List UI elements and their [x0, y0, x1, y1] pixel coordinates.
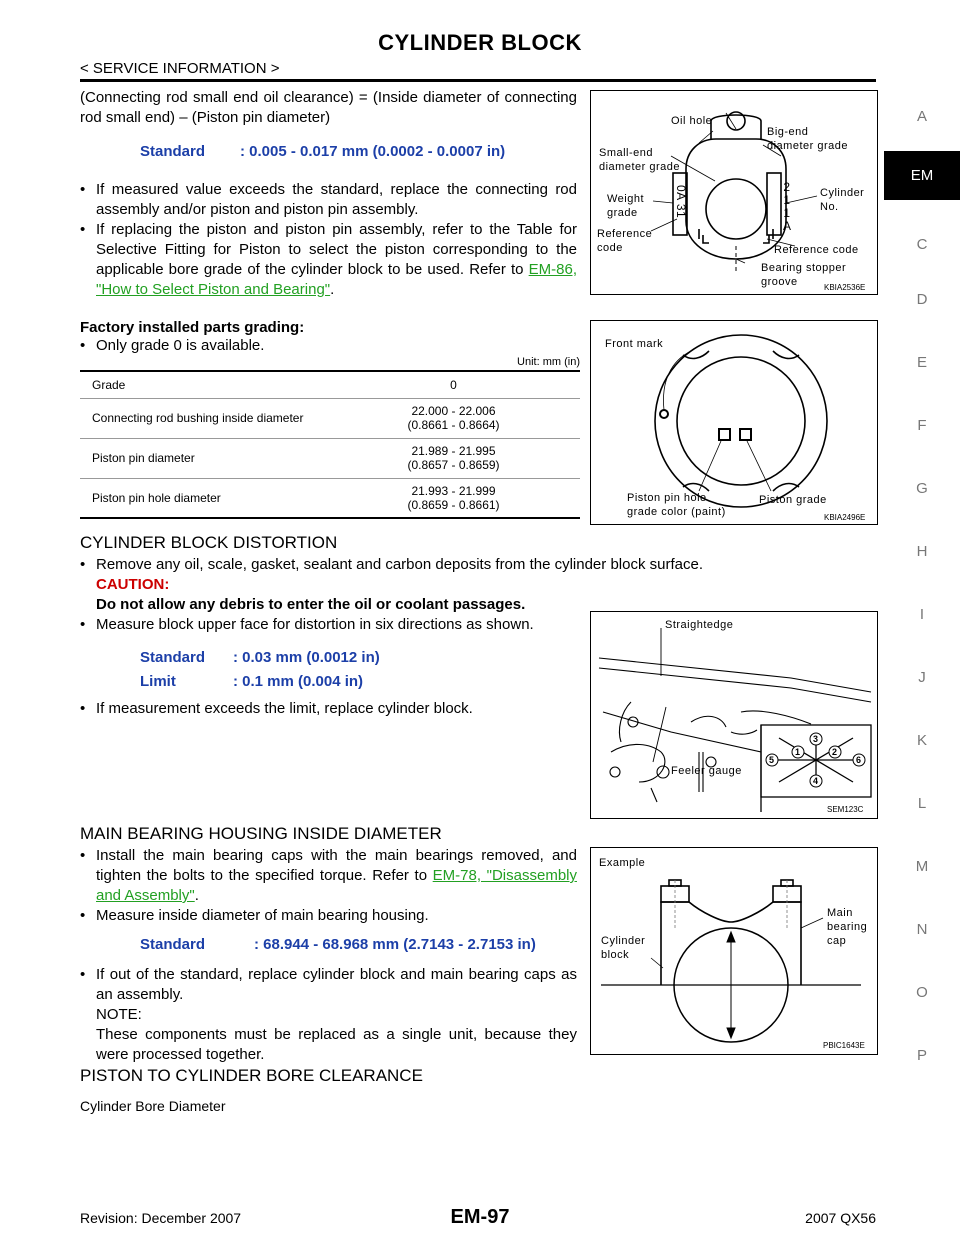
section-tab-l[interactable]: L — [917, 795, 927, 812]
point-5: 5 — [769, 755, 775, 765]
standard-value: : 0.03 mm (0.0012 in) — [233, 649, 380, 666]
caution-label: CAUTION: — [96, 576, 170, 593]
list-item: • Measure inside diameter of main bearing housing. — [80, 907, 429, 924]
label-reference-code-2: Reference code — [774, 244, 859, 256]
label-feeler-gauge: Feeler gauge — [671, 765, 742, 777]
label-main-bearing-cap: Main bearing cap — [827, 907, 868, 947]
housing-bullets-2 — [80, 965, 577, 1065]
section-tab-h[interactable]: H — [916, 543, 928, 560]
factory-heading: Factory installed parts grading: — [80, 319, 305, 336]
list-item: • If out of the standard, replace cylinder block and main bearing caps as an assembly. — [80, 966, 577, 1003]
rod-mark-left: 0A 31 — [674, 185, 688, 219]
standard-label: Standard — [140, 936, 206, 953]
point-2: 2 — [832, 747, 838, 757]
footer-model: 2007 QX56 — [805, 1210, 876, 1226]
page-number: EM-97 — [450, 1206, 510, 1228]
figure-id: PBIC1643E — [823, 1041, 865, 1050]
bore-heading: PISTON TO CYLINDER BORE CLEARANCE — [80, 1066, 423, 1085]
section-tab-em[interactable]: EM — [884, 151, 960, 200]
figure-id: SEM123C — [827, 805, 864, 814]
list-item: • Measure block upper face for distortion in six directions as shown. — [80, 616, 534, 633]
section-tab-o[interactable]: O — [916, 984, 928, 1001]
note-label: NOTE: — [96, 1006, 142, 1023]
unit-label: Unit: mm (in) — [517, 356, 580, 368]
housing-heading: MAIN BEARING HOUSING INSIDE DIAMETER — [80, 824, 442, 843]
list-item: • If replacing the piston and piston pin assembly, refer to the Table for Selective Fitting for Piston to select the piston corresponding to the applicable bore grade of the cylinder block to be used. Refer to EM-86, "How to Select Piston and Bearing". — [80, 221, 577, 298]
label-front-mark: Front mark — [605, 338, 664, 350]
label-reference-code: Reference code — [597, 228, 653, 254]
rod-mark-right: 2 1 1 A — [783, 180, 792, 233]
label-weight: Weight grade — [607, 193, 645, 219]
page-subtitle: < SERVICE INFORMATION > — [80, 60, 280, 77]
section-tab-n[interactable]: N — [916, 921, 928, 938]
link-em78[interactable]: EM-78, "Disassembly and Assembly" — [96, 867, 577, 904]
section-tab-f[interactable]: F — [917, 417, 927, 434]
list-item: • Install the main bearing caps with the main bearings removed, and tighten the bolts to the specified torque. Refer to EM-78, "Disassembly and Assembly". — [80, 847, 577, 904]
label-cylinder-block: Cylinder block — [601, 935, 646, 961]
figure-connecting-rod — [590, 90, 878, 295]
label-pin-hole-grade: Piston pin hole grade color (paint) — [627, 492, 726, 518]
figure-housing — [590, 847, 878, 1055]
point-4: 4 — [813, 776, 819, 786]
point-3: 3 — [813, 734, 819, 744]
point-6: 6 — [856, 755, 862, 765]
label-bearing-stopper: Bearing stopper groove — [761, 262, 847, 288]
table-row: Piston pin hole diameter 21.993 - 21.999 (0.8659 - 0.8661) — [80, 478, 580, 518]
figure-piston — [590, 320, 878, 525]
cylinder-block-drawing — [591, 612, 877, 818]
section-tab-d[interactable]: D — [916, 291, 928, 308]
table-row: Grade 0 — [80, 371, 580, 398]
table-row: Piston pin diameter 21.989 - 21.995 (0.8657 - 0.8659) — [80, 438, 580, 478]
label-big-end: Big-end diameter grade — [767, 126, 848, 152]
label-small-end: Small-end diameter grade — [599, 147, 680, 173]
label-oil-hole: Oil hole — [671, 115, 713, 127]
list-item: • Only grade 0 is available. — [80, 337, 265, 354]
formula-text: (Connecting rod small end oil clearance) = (Inside diameter of connecting rod small end) – (Piston pin diameter) — [80, 89, 577, 126]
figure-id: KBIA2496E — [824, 513, 866, 522]
label-straightedge: Straightedge — [665, 619, 734, 631]
table-row: Connecting rod bushing inside diameter 22.000 - 22.006 (0.8661 - 0.8664) — [80, 398, 580, 438]
section-tab-c[interactable]: C — [916, 236, 928, 253]
label-cylinder-no: Cylinder No. — [820, 187, 865, 213]
limit-value: : 0.1 mm (0.004 in) — [233, 673, 364, 690]
section-tab-g[interactable]: G — [916, 480, 928, 497]
housing-bullets — [80, 846, 577, 926]
point-1: 1 — [795, 747, 801, 757]
figure-id: KBIA2536E — [824, 283, 866, 292]
factory-bullets — [80, 336, 577, 356]
section-tab-m[interactable]: M — [915, 858, 929, 875]
label-piston-grade: Piston grade — [759, 494, 827, 506]
intro-bullets — [80, 180, 577, 300]
section-tab-k[interactable]: K — [916, 732, 927, 749]
standard-label: Standard — [140, 649, 206, 666]
section-tab-i[interactable]: I — [919, 606, 925, 623]
label-example: Example — [599, 857, 646, 869]
figure-cylinder-block — [590, 611, 878, 819]
section-tab-e[interactable]: E — [916, 354, 927, 371]
limit-label: Limit — [140, 673, 176, 690]
distortion-bullets-2 — [80, 699, 577, 719]
standard-value: : 68.944 - 68.968 mm (2.7143 - 2.7153 in) — [254, 936, 536, 953]
standard-value: : 0.005 - 0.017 mm (0.0002 - 0.0007 in) — [240, 143, 506, 160]
section-tab-j[interactable]: J — [918, 669, 926, 686]
list-item: • Remove any oil, scale, gasket, sealant and carbon deposits from the cylinder block surface. — [80, 556, 703, 573]
header-rule — [80, 79, 876, 82]
note-text: These components must be replaced as a single unit, because they were processed together. — [96, 1026, 577, 1063]
grade-table — [80, 370, 580, 519]
section-tab-p[interactable]: P — [916, 1047, 927, 1064]
link-em86[interactable]: EM-86, "How to Select Piston and Bearing" — [96, 261, 577, 298]
list-item: • If measurement exceeds the limit, replace cylinder block. — [80, 700, 473, 717]
list-item: • If measured value exceeds the standard, replace the connecting rod assembly and/or piston and piston pin assembly. — [80, 181, 577, 218]
caution-text: Do not allow any debris to enter the oil or coolant passages. — [96, 596, 526, 613]
section-tab-a[interactable]: A — [916, 108, 927, 125]
standard-label: Standard — [140, 143, 206, 160]
distortion-heading: CYLINDER BLOCK DISTORTION — [80, 533, 338, 552]
bore-subheading: Cylinder Bore Diameter — [80, 1098, 226, 1114]
footer-revision: Revision: December 2007 — [80, 1210, 242, 1226]
page-title: CYLINDER BLOCK — [378, 30, 582, 55]
